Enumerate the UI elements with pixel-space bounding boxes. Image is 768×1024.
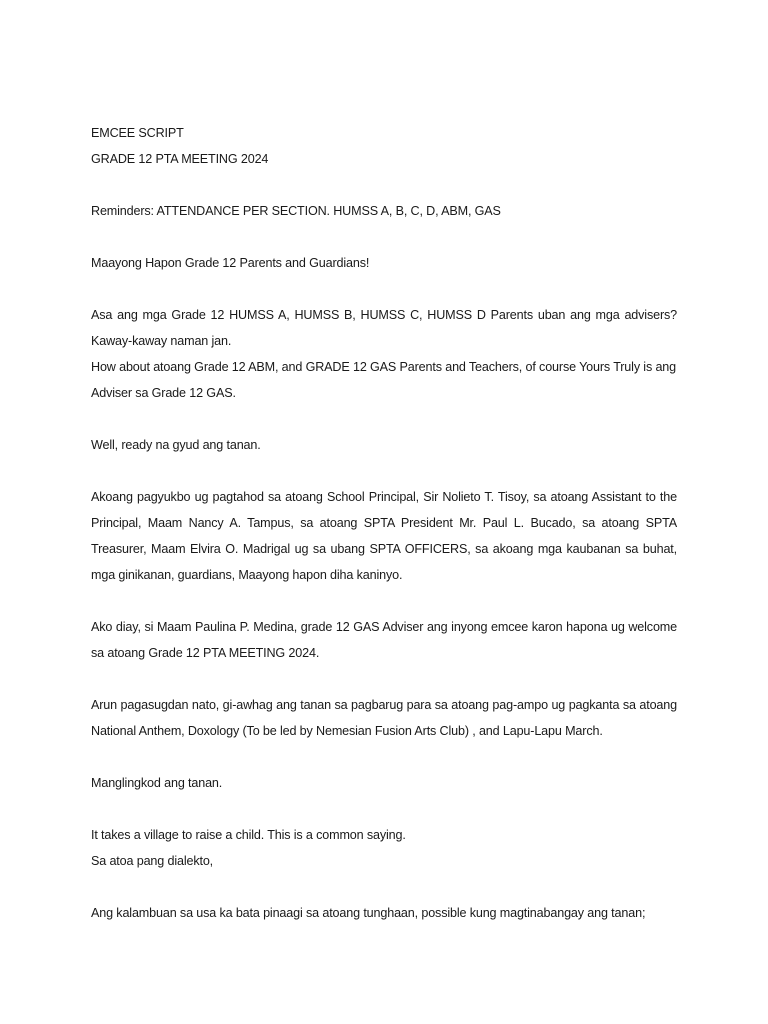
reminders-line: Reminders: ATTENDANCE PER SECTION. HUMSS A, B, C, D, ABM, GAS xyxy=(91,204,501,218)
paragraph-spacer xyxy=(91,874,677,900)
ready-line: Well, ready na gyud ang tanan. xyxy=(91,438,261,452)
document-subtitle: GRADE 12 PTA MEETING 2024 xyxy=(91,152,269,166)
paragraph-spacer xyxy=(91,588,677,614)
dialekto-line: Sa atoa pang dialekto, xyxy=(91,854,214,868)
sections-paragraph: Asa ang mga Grade 12 HUMSS A, HUMSS B, HUMSS C, HUMSS D Parents uban ang mga advisers? Kaway-kaway naman jan. xyxy=(91,308,677,348)
paragraph-spacer xyxy=(91,406,677,432)
document-page xyxy=(91,120,677,926)
paragraph-spacer xyxy=(91,276,677,302)
opening-paragraph: Arun pagasugdan nato, gi-awhag ang tanan sa pagbarug para sa atoang pag-ampo ug pagkanta sa atoang National Anthem, Doxology (To be led by Nemesian Fusion Arts Club) , and Lapu-Lapu March. xyxy=(91,698,677,738)
paragraph-spacer xyxy=(91,458,677,484)
village-saying-line: It takes a village to raise a child. This is a common saying. xyxy=(91,828,406,842)
document-title: EMCEE SCRIPT xyxy=(91,126,184,140)
kalambuan-line: Ang kalambuan sa usa ka bata pinaagi sa atoang tunghaan, possible kung magtinabangay ang tanan; xyxy=(91,906,646,920)
paragraph-spacer xyxy=(91,172,677,198)
paragraph-spacer xyxy=(91,224,677,250)
greeting-line: Maayong Hapon Grade 12 Parents and Guardians! xyxy=(91,256,370,270)
manglingkod-line: Manglingkod ang tanan. xyxy=(91,776,223,790)
paragraph-spacer xyxy=(91,666,677,692)
paragraph-spacer xyxy=(91,796,677,822)
abm-gas-paragraph: How about atoang Grade 12 ABM, and GRADE 12 GAS Parents and Teachers, of course Yours Truly is ang Adviser sa Grade 12 GAS. xyxy=(91,360,677,400)
paragraph-spacer xyxy=(91,744,677,770)
acknowledgement-paragraph: Akoang pagyukbo ug pagtahod sa atoang School Principal, Sir Nolieto T. Tisoy, sa atoang Assistant to the Principal, Maam Nancy A. Tampus, sa atoang SPTA President Mr. Paul L. Bucado, sa atoang SPTA Treasurer, Maam Elvira O. Madrigal ug sa ubang SPTA OFFICERS, sa akoang mga kaubanan sa buhat, mga ginikanan, guardians, Maayong hapon diha kaninyo. xyxy=(91,490,677,582)
introduction-paragraph: Ako diay, si Maam Paulina P. Medina, grade 12 GAS Adviser ang inyong emcee karon hapona ug welcome sa atoang Grade 12 PTA MEETING 2024. xyxy=(91,620,677,660)
